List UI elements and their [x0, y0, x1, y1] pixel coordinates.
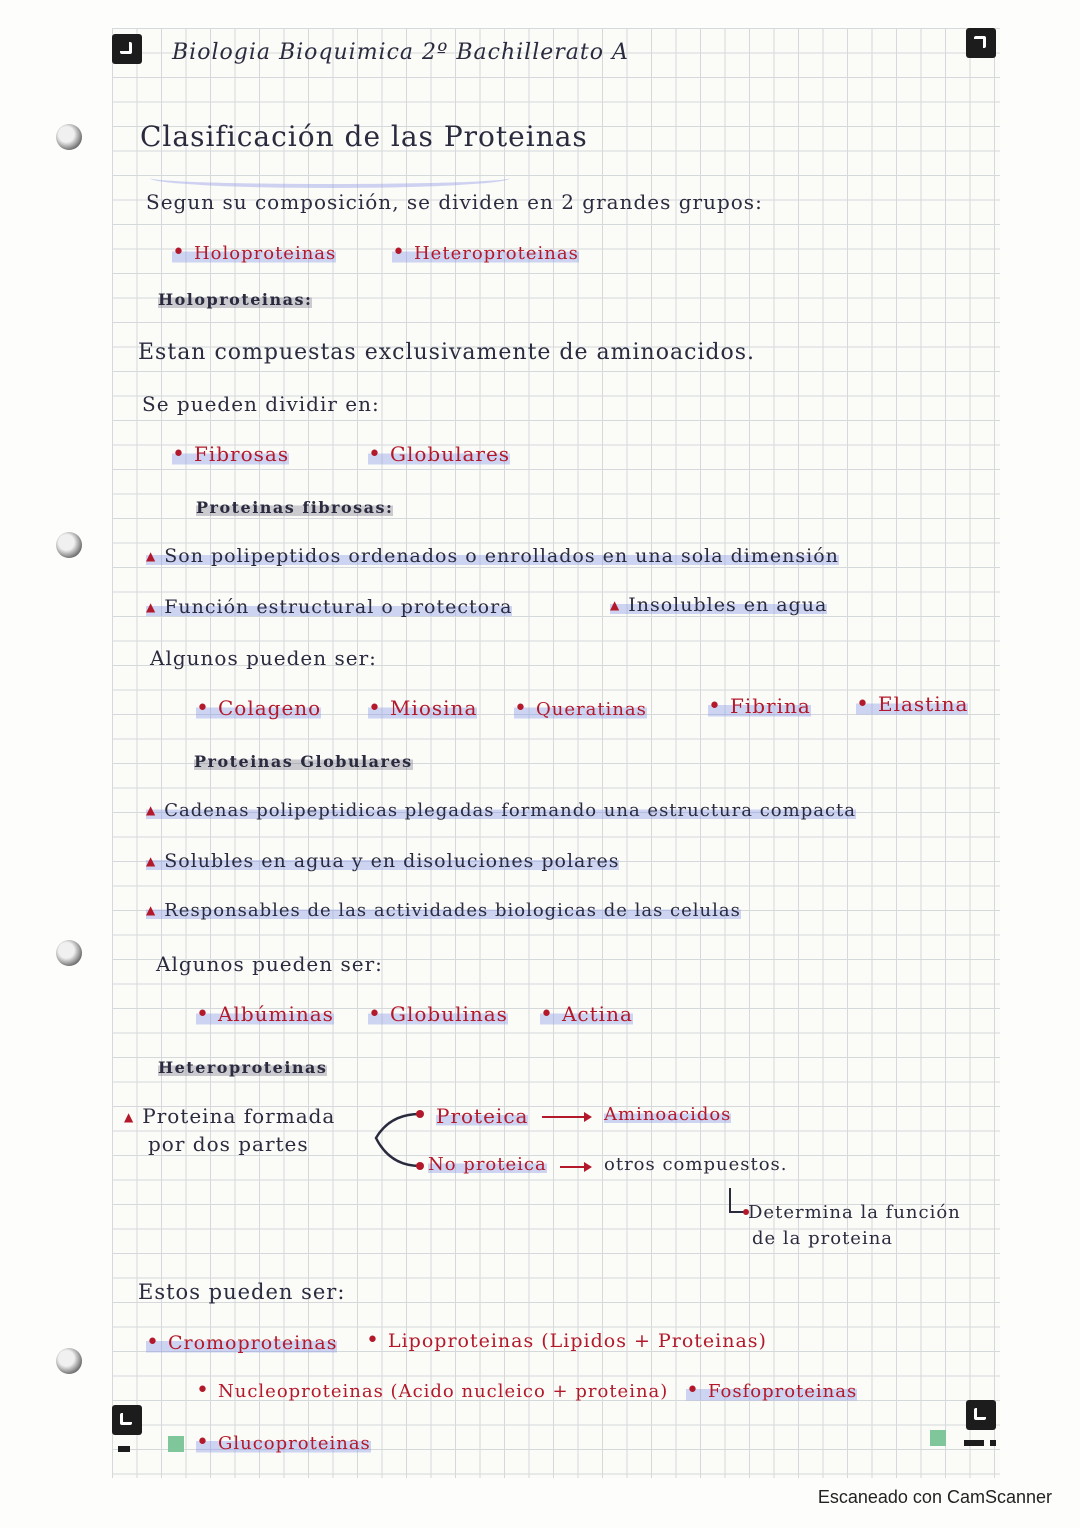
hetero-description: ▲ Proteina formada — [124, 1104, 335, 1128]
group-item: • Holoproteinas — [172, 240, 336, 265]
globulares-example: • Albúminas — [196, 1002, 334, 1027]
corner-marker-icon — [966, 1400, 996, 1430]
hetero-branch-target: otros compuestos. — [604, 1154, 788, 1175]
green-square-icon — [168, 1436, 184, 1452]
globulares-example: • Globulinas — [368, 1002, 508, 1027]
hetero-note: Determina la función — [748, 1202, 961, 1223]
branch-bracket — [370, 1108, 430, 1178]
group-item: • Heteroproteinas — [392, 240, 579, 265]
binder-hole — [56, 532, 82, 558]
hetero-type-item: • Cromoproteinas — [146, 1330, 337, 1355]
hetero-branch-target: Aminoacidos — [604, 1104, 732, 1125]
page-title: Clasificación de las Proteinas — [140, 120, 588, 153]
hetero-description: por dos partes — [148, 1132, 309, 1156]
fibrosas-example: • Elastina — [856, 692, 968, 717]
binder-hole — [56, 124, 82, 150]
scanner-watermark: Escaneado con CamScanner — [817, 1487, 1052, 1507]
holo-divide-text: Se pueden dividir en: — [142, 392, 380, 416]
globulares-example: • Actina — [540, 1002, 633, 1027]
fibrosas-example: • Colageno — [196, 696, 321, 721]
holo-type-item: • Fibrosas — [172, 442, 289, 467]
section-heading: Holoproteinas: — [158, 290, 313, 309]
fibrosas-algunos: Algunos pueden ser: — [150, 646, 377, 670]
corner-marker-icon — [112, 1405, 142, 1435]
arrow-icon — [560, 1166, 586, 1168]
binder-hole — [56, 940, 82, 966]
globulares-algunos: Algunos pueden ser: — [156, 952, 383, 976]
green-square-icon — [930, 1430, 946, 1446]
fibrosas-example: • Fibrina — [708, 694, 811, 719]
corner-bar-icon — [118, 1446, 130, 1452]
section-heading: Heteroproteinas — [158, 1058, 328, 1077]
holo-type-item: • Globulares — [368, 442, 510, 467]
fibrosas-example: • Queratinas — [514, 696, 647, 721]
hetero-branch: No proteica — [428, 1154, 547, 1175]
binder-hole — [56, 1348, 82, 1374]
hetero-type-item: • Glucoproteinas — [196, 1430, 371, 1455]
corner-bar-icon — [964, 1440, 984, 1446]
page-header-title: Biologia Bioquimica 2º Bachillerato A — [172, 40, 629, 65]
title-underline — [150, 168, 510, 188]
hetero-type-item: • Fosfoproteinas — [686, 1378, 857, 1403]
intro-text: Segun su composición, se dividen en 2 grandes grupos: — [146, 190, 763, 214]
fibrosas-point: ▲ Insolubles en agua — [610, 594, 827, 616]
hetero-estos: Estos pueden ser: — [138, 1280, 346, 1304]
corner-marker-icon — [966, 28, 996, 58]
hetero-note: de la proteina — [752, 1228, 894, 1249]
hetero-type-item: • Nucleoproteinas (Acido nucleico + proteina) — [196, 1378, 668, 1403]
hetero-branch: Proteica — [436, 1104, 529, 1128]
globulares-point: ▲ Responsables de las actividades biologicas de las celulas — [146, 900, 741, 921]
holo-description: Estan compuestas exclusivamente de aminoacidos. — [138, 340, 756, 365]
fibrosas-example: • Miosina — [368, 696, 477, 721]
corner-bar-icon — [990, 1440, 996, 1446]
globulares-point: ▲ Cadenas polipeptidicas plegadas formando una estructura compacta — [146, 800, 856, 821]
fibrosas-point: ▲ Son polipeptidos ordenados o enrollados en una sola dimensión — [146, 545, 839, 567]
section-heading: Proteinas fibrosas: — [196, 498, 394, 517]
arrow-icon — [542, 1116, 586, 1118]
globulares-point: ▲ Solubles en agua y en disoluciones polares — [146, 850, 619, 872]
hetero-type-item: • Lipoproteinas (Lipidos + Proteinas) — [366, 1328, 767, 1353]
fibrosas-point: ▲ Función estructural o protectora — [146, 596, 512, 618]
corner-marker-icon — [112, 34, 142, 64]
section-heading: Proteinas Globulares — [194, 752, 413, 771]
